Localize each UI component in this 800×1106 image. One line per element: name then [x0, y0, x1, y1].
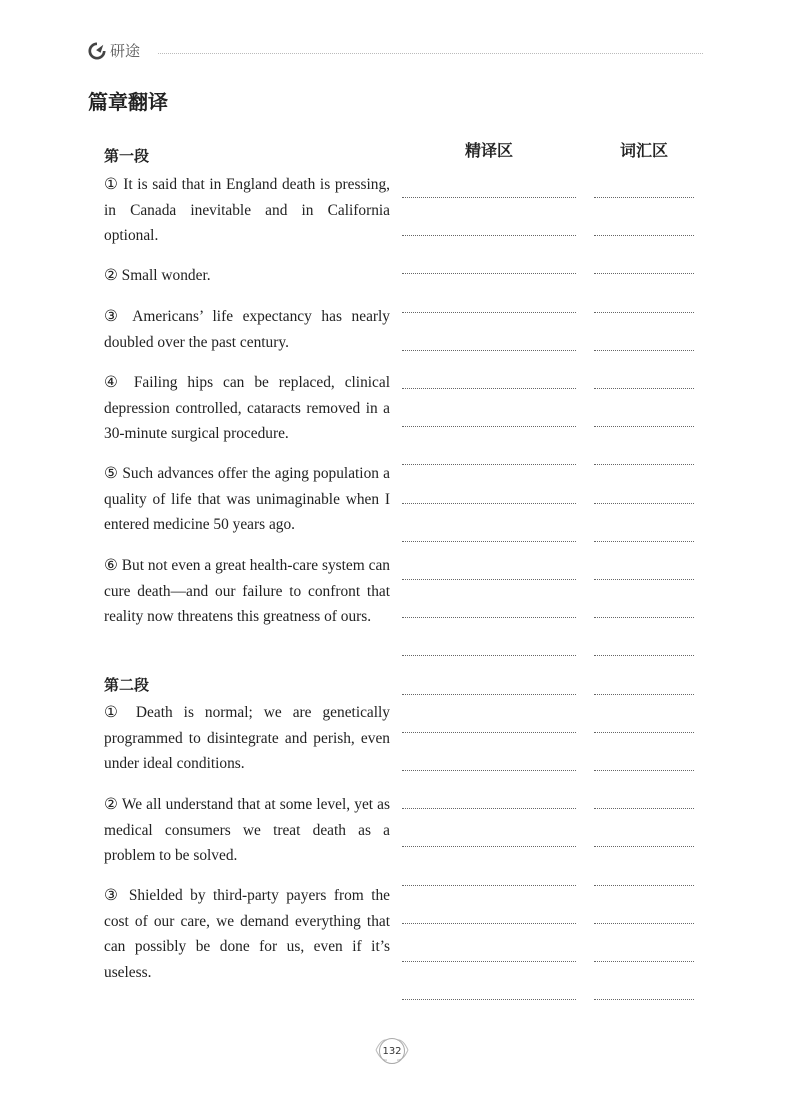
translation-line[interactable]	[402, 732, 576, 733]
translation-line[interactable]	[402, 388, 576, 389]
translation-line[interactable]	[402, 197, 576, 198]
vocabulary-line[interactable]	[594, 923, 694, 924]
vocabulary-line[interactable]	[594, 999, 694, 1000]
translation-line[interactable]	[402, 770, 576, 771]
header-divider	[158, 53, 703, 54]
translation-line[interactable]	[402, 464, 576, 465]
translation-line[interactable]	[402, 999, 576, 1000]
translation-line[interactable]	[402, 503, 576, 504]
vocabulary-line[interactable]	[594, 350, 694, 351]
vocabulary-line[interactable]	[594, 541, 694, 542]
paragraph-heading: 第一段	[104, 147, 150, 165]
translation-line[interactable]	[402, 694, 576, 695]
translation-line[interactable]	[402, 808, 576, 809]
translation-line[interactable]	[402, 312, 576, 313]
vocabulary-line[interactable]	[594, 846, 694, 847]
sentence: ② We all understand that at some level, yet as medical consumers we treat death as a problem to be solved.	[104, 796, 390, 865]
translation-line[interactable]	[402, 655, 576, 656]
translation-line[interactable]	[402, 885, 576, 886]
vocabulary-line[interactable]	[594, 235, 694, 236]
page-header	[88, 40, 140, 61]
vocabulary-line[interactable]	[594, 503, 694, 504]
logo-icon	[88, 42, 106, 60]
vocabulary-line[interactable]	[594, 694, 694, 695]
sentence: ① It is said that in England death is pressing, in Canada inevitable and in California optional.	[104, 176, 390, 245]
translation-line[interactable]	[402, 350, 576, 351]
vocabulary-column-header: 词汇区	[620, 141, 669, 160]
vocabulary-line[interactable]	[594, 197, 694, 198]
sentence: ⑥ But not even a great health-care system can cure death—and our failure to confront that reality now threatens this greatness of ours.	[104, 557, 390, 626]
vocabulary-line[interactable]	[594, 388, 694, 389]
translation-line[interactable]	[402, 426, 576, 427]
sentence: ② Small wonder.	[104, 267, 211, 284]
paragraph-heading: 第二段	[104, 676, 150, 694]
translation-line[interactable]	[402, 273, 576, 274]
vocabulary-line[interactable]	[594, 617, 694, 618]
sentence: ④ Failing hips can be replaced, clinical depression controlled, cataracts removed in a 30-minute surgical procedure.	[104, 374, 390, 443]
sentence: ③ Americans’ life expectancy has nearly doubled over the past century.	[104, 308, 390, 351]
translation-line[interactable]	[402, 579, 576, 580]
vocabulary-line[interactable]	[594, 885, 694, 886]
translation-line[interactable]	[402, 541, 576, 542]
translation-line[interactable]	[402, 923, 576, 924]
translation-line[interactable]	[402, 846, 576, 847]
page-number: 132	[379, 1038, 405, 1064]
vocabulary-line[interactable]	[594, 732, 694, 733]
vocabulary-line[interactable]	[594, 273, 694, 274]
translation-line[interactable]	[402, 961, 576, 962]
sentence: ① Death is normal; we are genetically programmed to disintegrate and perish, even under ideal conditions.	[104, 704, 390, 773]
vocabulary-line[interactable]	[594, 579, 694, 580]
brand-name: 研途	[110, 42, 141, 60]
section-title: 篇章翻译	[88, 90, 168, 114]
vocabulary-line[interactable]	[594, 808, 694, 809]
vocabulary-line[interactable]	[594, 464, 694, 465]
translation-line[interactable]	[402, 617, 576, 618]
vocabulary-line[interactable]	[594, 312, 694, 313]
vocabulary-line[interactable]	[594, 770, 694, 771]
vocabulary-line[interactable]	[594, 655, 694, 656]
sentence: ⑤ Such advances offer the aging population a quality of life that was unimaginable when I entered medicine 50 years ago.	[104, 465, 390, 534]
vocabulary-line[interactable]	[594, 426, 694, 427]
translation-column-header: 精译区	[465, 141, 514, 160]
translation-line[interactable]	[402, 235, 576, 236]
sentence: ③ Shielded by third-party payers from the cost of our care, we demand everything that can possibly be done for us, even if it’s useless.	[104, 887, 390, 982]
vocabulary-line[interactable]	[594, 961, 694, 962]
